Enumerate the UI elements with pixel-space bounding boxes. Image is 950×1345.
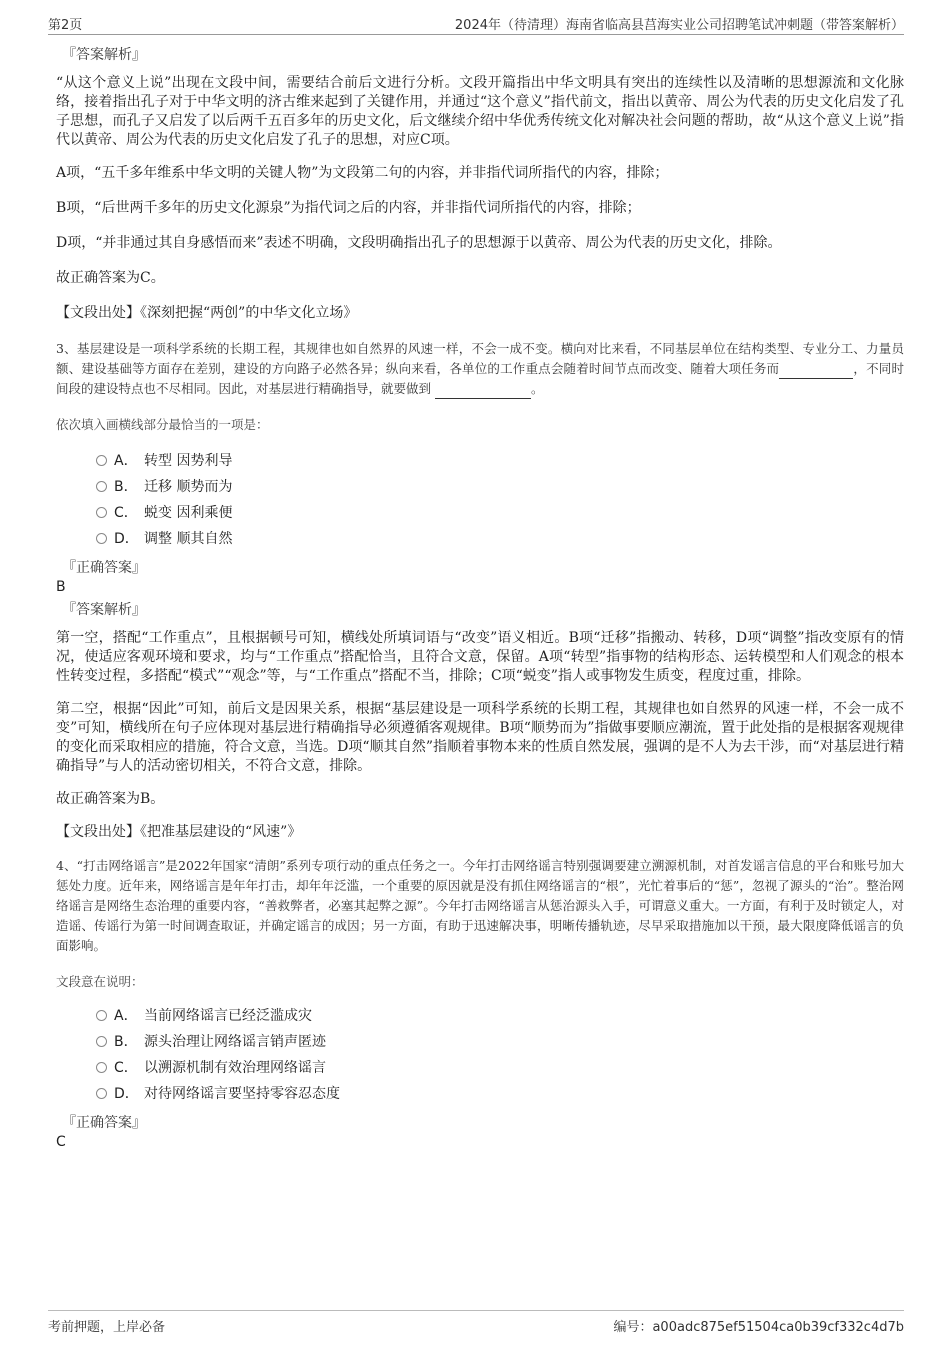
option-a[interactable]: A． 转型 因势利导 [56,447,904,473]
option-c[interactable]: C． 蜕变 因利乘便 [56,499,904,525]
analysis-paragraph: B项，“后世两千多年的历史文化源泉”为指代词之后的内容，并非指代词所指代的内容，排除； [56,200,641,216]
source-citation: 【文段出处】《深刻把握“两创”的中华文化立场》 [56,305,358,321]
radio-button[interactable] [96,1088,107,1099]
option-d[interactable]: D． 调整 顺其自然 [56,525,904,551]
option-b[interactable]: B． 迁移 顺势而为 [56,473,904,499]
question-4-prompt: 文段意在说明： [56,974,144,989]
question-3-prompt: 依次填入画横线部分最恰当的一项是： [56,417,269,432]
footer-slogan: 考前押题，上岸必备 [48,1320,166,1335]
radio-button[interactable] [96,455,107,466]
analysis-paragraph: D项，“并非通过其自身感悟而来”表述不明确，文段明确指出孔子的思想源于以黄帝、周公为代表的历史文化，排除。 [56,235,782,251]
question-3-options [56,447,904,551]
correct-answer-heading: 『正确答案』 [62,560,146,576]
fill-blank-2 [435,384,531,399]
radio-button[interactable] [96,1010,107,1021]
page-header [48,12,904,35]
radio-button[interactable] [96,481,107,492]
document-title: 2024年（待清理）海南省临高县莒海实业公司招聘笔试冲刺题（带答案解析） [454,18,904,33]
analysis-paragraph: A项，“五千多年维系中华文明的关键人物”为文段第二句的内容，并非指代词所指代的内容，排除； [56,165,669,181]
analysis-paragraph: 第一空，搭配“工作重点”，且根据顿号可知，横线处所填词语与“改变”语义相近。B项“迁移”指搬动、转移，D项“调整”指改变原有的情况，使适应客观环境和要求，均与“工作重点”搭配恰当，且符合文意，保留。A项“转型”指事物的结构形态、运转模型和人们观念的根本性转变过程，多搭配“模式”“观念”等，与“工作重点”搭配不当，排除；C项“蜕变”指人或事物发生质变，程度过重，排除。 [56,630,904,684]
radio-button[interactable] [96,1036,107,1047]
page-content [56,44,904,1150]
fill-blank-1 [779,364,853,379]
radio-button[interactable] [96,533,107,544]
analysis-heading: 『答案解析』 [62,602,146,618]
correct-answer: B [56,579,66,595]
correct-answer-heading: 『正确答案』 [62,1115,146,1131]
option-b[interactable]: B． 源头治理让网络谣言销声匿迹 [56,1028,904,1054]
analysis-paragraph: “从这个意义上说”出现在文段中间，需要结合前后文进行分析。文段开篇指出中华文明具有突出的连续性以及清晰的思想源流和文化脉络，接着指出孔子对于中华文明的济古维来起到了关键作用，并通过“这个意义”指代前文，指出以黄帝、周公为代表的历史文化启发了孔子思想，而孔子又启发了以后两千五百多年的历史文化，后文继续介绍中华优秀传统文化对解决社会问题的帮助，故“从这个意义上说”指代以黄帝、周公为代表的历史文化启发了孔子的思想，对应C项。 [56,75,904,148]
analysis-paragraph: 第二空，根据“因此”可知，前后文是因果关系，根据“基层建设是一项科学系统的长期工程，其规律也如自然界的风速一样，不会一成不变”可知，横线所在句子应体现对基层进行精确指导必须遵循客观规律。B项“顺势而为”指做事要顺应潮流，置于此处指的是根据客观规律的变化而采取相应的措施，符合文意，当选。D项“顺其自然”指顺着事物本来的性质自然发展，强调的是不人为去干涉，而“对基层进行精确指导”与人的活动密切相关，不符合文意，排除。 [56,701,904,774]
document-code: 编号：a00adc875ef51504ca0b39cf332c4d7b [613,1320,904,1335]
option-d[interactable]: D． 对待网络谣言要坚持零容忍态度 [56,1080,904,1106]
radio-button[interactable] [96,507,107,518]
page-footer [48,1310,904,1339]
question-4-text: 4、“打击网络谣言”是2022年国家“清朗”系列专项行动的重点任务之一。今年打击网络谣言特别强调要建立溯源机制，对首发谣言信息的平台和账号加大惩处力度。近年来，网络谣言是年年打击，却年年泛滥，一个重要的原因就是没有抓住网络谣言的“根”，光忙着事后的“惩”，忽视了源头的“治”。整治网络谣言是网络生态治理的重要内容，“善救弊者，必塞其起弊之源”。今年打击网络谣言从惩治源头入手，可谓意义重大。一方面，有利于及时锁定人，对造谣、传谣行为第一时间调查取证，并确定谣言的成因；另一方面，有助于迅速解决事，明晰传播轨迹，尽早采取措施加以干预，最大限度降低谣言的负面影响。 [56,858,904,953]
analysis-heading: 『答案解析』 [62,47,146,63]
option-a[interactable]: A． 当前网络谣言已经泛滥成灾 [56,1002,904,1028]
option-c[interactable]: C． 以溯源机制有效治理网络谣言 [56,1054,904,1080]
correct-answer: C [56,1134,66,1150]
answer-conclusion: 故正确答案为C。 [56,270,165,286]
source-citation: 【文段出处】《把准基层建设的“风速”》 [56,824,302,840]
radio-button[interactable] [96,1062,107,1073]
question-3-text: 3、基层建设是一项科学系统的长期工程，其规律也如自然界的风速一样，不会一成不变。横向对比来看，不同基层单位在结构类型、专业分工、力量员额、建设基础等方面存在差别，建设的方向路子必然各异；纵向来看，各单位的工作重点会随着时间节点而改变、随着大项任务而 ，不同时间段的建设特点也不尽相同。因此，对基层进行精确指导，就要做到 。 [56,339,904,399]
answer-conclusion: 故正确答案为B。 [56,791,165,807]
question-4-options [56,1002,904,1106]
page-number: 第2页 [48,18,83,33]
